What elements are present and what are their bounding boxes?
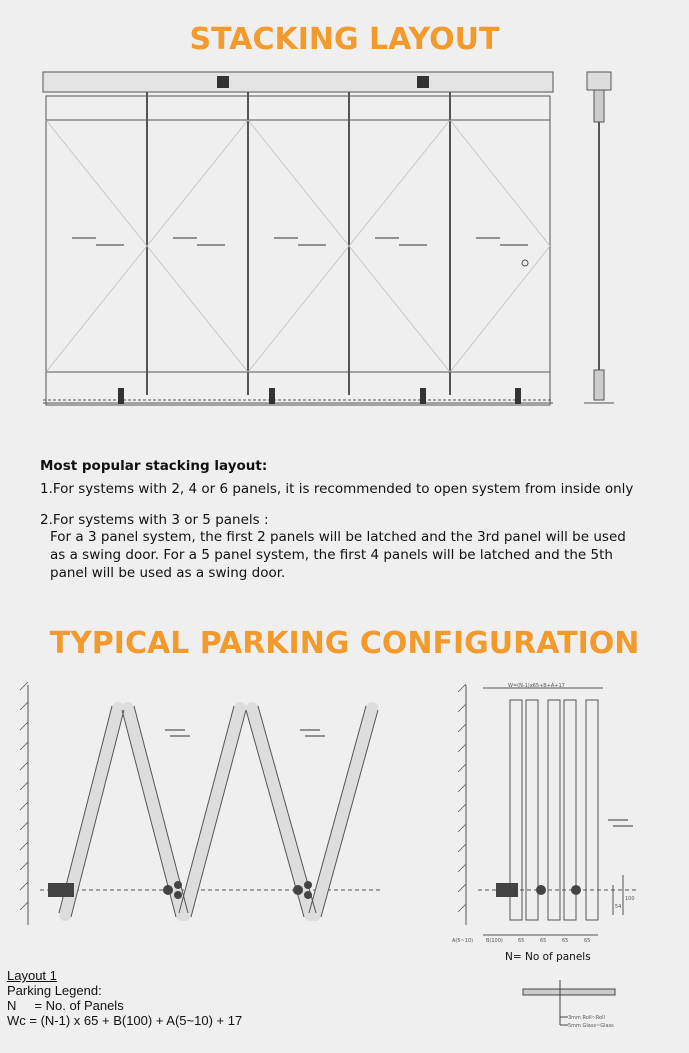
parking-config-heading: TYPICAL PARKING CONFIGURATION xyxy=(49,626,640,661)
stacking-side-section xyxy=(584,70,614,410)
stacking-layout-heading: STACKING LAYOUT xyxy=(189,22,500,57)
legend-title: Parking Legend: xyxy=(7,983,102,998)
stacking-item-2-line-1: For a 3 panel system, the first 2 panels will be latched and the 3rd panel will be used xyxy=(50,529,626,545)
legend-n: N = No. of Panels xyxy=(7,998,124,1013)
n-panels-caption: N= No of panels xyxy=(505,951,591,963)
dim-top-label: W=(N-1)x65+B+A+17 xyxy=(508,683,565,689)
stacking-elevation-drawing xyxy=(40,70,560,415)
dim-side-a-label: 54 xyxy=(615,904,622,910)
layout-title: Layout 1 xyxy=(7,968,57,983)
stacking-item-2-head: 2.For systems with 3 or 5 panels : xyxy=(40,512,269,528)
dim-65-label-3: 65 xyxy=(562,938,569,944)
stacking-item-2-line-3: panel will be used as a swing door. xyxy=(50,565,286,581)
stacking-item-1: 1.For systems with 2, 4 or 6 panels, it is recommended to open system from inside only xyxy=(40,481,634,497)
dim-side-b-label: 100 xyxy=(625,896,635,902)
parking-legend xyxy=(7,968,242,1028)
parking-stacked-drawing xyxy=(448,680,648,945)
stacking-title: Most popular stacking layout: xyxy=(40,458,268,474)
detail-glass-label: 5mm Glass~Glass xyxy=(568,1023,614,1029)
stacking-item-2-line-2: as a swing door. For a 5 panel system, the first 4 panels will be latched and the 5th xyxy=(50,547,613,563)
dim-65-label-1: 65 xyxy=(518,938,525,944)
glass-gap-detail xyxy=(518,975,628,1035)
legend-wc: Wc = (N-1) x 65 + B(100) + A(5~10) + 17 xyxy=(7,1013,243,1028)
dim-65-label-2: 65 xyxy=(540,938,547,944)
parking-plan-drawing xyxy=(10,680,390,940)
dim-65-label-4: 65 xyxy=(584,938,591,944)
detail-roll-label: 3mm Roll~Roll xyxy=(568,1015,605,1021)
dim-a-label: A(5~10) xyxy=(452,938,474,944)
dim-b-label: B(100) xyxy=(486,938,503,944)
